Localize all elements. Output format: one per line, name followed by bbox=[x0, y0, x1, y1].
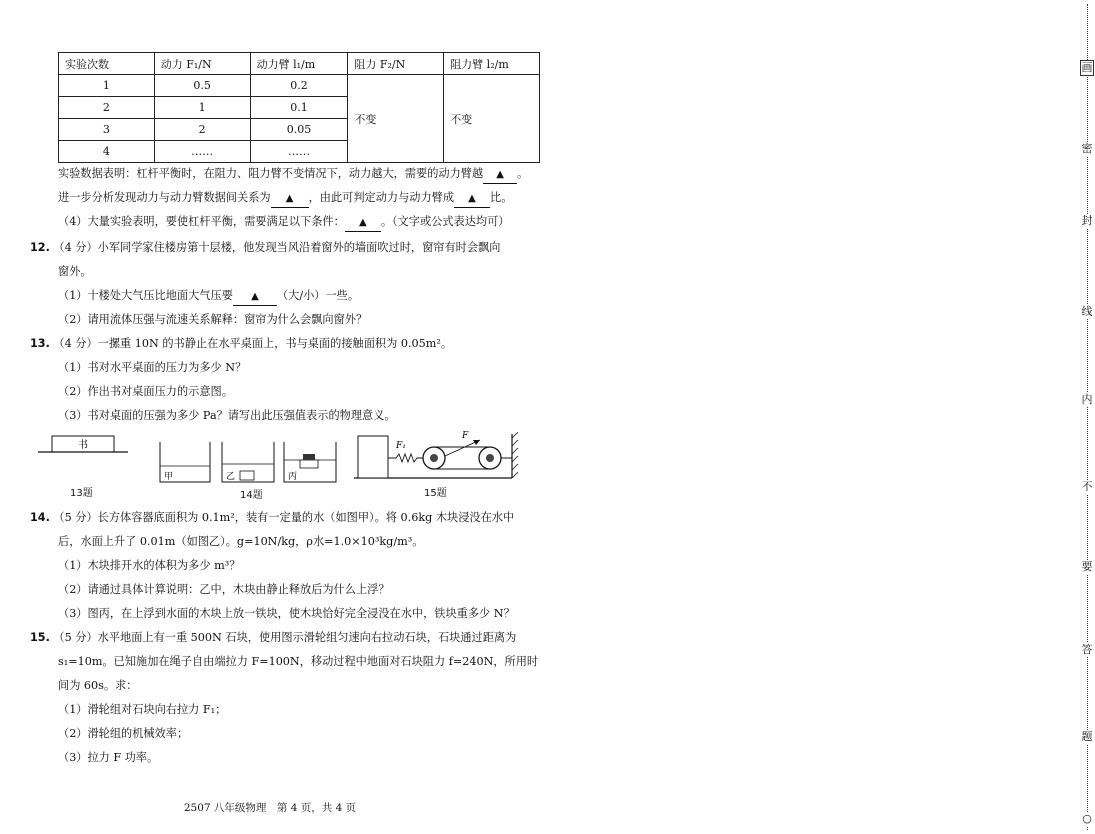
table-cell: 4 bbox=[59, 141, 155, 163]
table-cell: 0.2 bbox=[250, 75, 348, 97]
container-jia bbox=[160, 442, 210, 482]
fig13-book-on-table bbox=[36, 432, 132, 472]
table-header: 阻力臂 l₂/m bbox=[444, 53, 540, 75]
answer-blank[interactable]: ▲ bbox=[271, 191, 309, 208]
binding-dash-line bbox=[1087, 4, 1088, 830]
table-header: 实验次数 bbox=[59, 53, 155, 75]
table-cell: 1 bbox=[154, 97, 250, 119]
answer-blank[interactable]: ▲ bbox=[454, 191, 490, 208]
q14-part2: （2）请通过具体计算说明：乙中，木块由静止释放后为什么上浮？ bbox=[58, 583, 390, 596]
iron-block bbox=[303, 454, 315, 460]
binding-circle: ○ bbox=[1079, 812, 1095, 826]
binding-char-yao: 要 bbox=[1079, 560, 1095, 574]
q15-part3: （3）拉力 F 功率。 bbox=[58, 751, 159, 764]
book-label: 书 bbox=[78, 440, 88, 451]
q12-stem-cont: 窗外。 bbox=[58, 265, 92, 278]
q11-line2: 进一步分析发现动力与动力臂数据间关系为 ▲ ，由此可判定动力与动力臂成 ▲ 比。 bbox=[58, 190, 512, 208]
q14-stem: 14. （5 分）长方体容器底面积为 0.1m²，装有一定量的水（如图甲）。将 0.6kg 木块浸没在水中 bbox=[30, 511, 515, 524]
fig15-caption: 15题 bbox=[424, 488, 447, 499]
table-cell-l2: 不变 bbox=[444, 75, 540, 163]
binding-strip bbox=[538, 0, 1093, 834]
answer-blank[interactable]: ▲ bbox=[345, 215, 381, 232]
fig14-caption: 14题 bbox=[240, 490, 263, 501]
binding-char-xian: 线 bbox=[1079, 305, 1095, 319]
label-jia: 甲 bbox=[164, 472, 174, 482]
binding-char-da: 答 bbox=[1079, 643, 1095, 657]
table-cell: 0.1 bbox=[250, 97, 348, 119]
stone-block bbox=[358, 436, 388, 478]
q11-line1: 实验数据表明：杠杆平衡时，在阻力、阻力臂不变情况下，动力越大，需要的动力臂越 ▲ 。 bbox=[58, 166, 528, 184]
table-cell: 2 bbox=[154, 119, 250, 141]
label-bing: 丙 bbox=[288, 472, 298, 482]
rope-f1 bbox=[388, 454, 424, 462]
q14-part1: （1）木块排开水的体积为多少 m³？ bbox=[58, 559, 241, 572]
q15-part2: （2）滑轮组的机械效率； bbox=[58, 727, 189, 740]
table-header: 阻力 F₂/N bbox=[348, 53, 444, 75]
label-f1: F₁ bbox=[396, 441, 406, 451]
q11-line3: （4）大量实验表明，要使杠杆平衡，需要满足以下条件： ▲ 。（文字或公式表达均可） bbox=[58, 214, 509, 232]
q14-stem-cont: 后，水面上升了 0.01m（如图乙）。g=10N/kg，ρ水=1.0×10³kg/m³。 bbox=[58, 535, 424, 548]
answer-blank[interactable]: ▲ bbox=[233, 289, 277, 306]
binding-char-mi: 密 bbox=[1079, 142, 1095, 156]
table-cell: 0.05 bbox=[250, 119, 348, 141]
q13-part2: （2）作出书对桌面压力的示意图。 bbox=[58, 385, 233, 398]
question-number: 15. bbox=[30, 631, 50, 644]
question-number: 12. bbox=[30, 241, 50, 254]
table-cell: 0.5 bbox=[154, 75, 250, 97]
q12-part1: （1）十楼处大气压比地面大气压要 ▲ （大/小）一些。 bbox=[58, 288, 359, 306]
experiment-table bbox=[58, 52, 540, 163]
pulley-axle bbox=[486, 454, 494, 462]
fig13-caption: 13题 bbox=[70, 488, 93, 499]
q15-stem-cont: s₁=10m。已知施加在绳子自由端拉力 F=100N，移动过程中地面对石块阻力 f=240N，所用时 bbox=[58, 655, 539, 668]
binding-char-feng: 封 bbox=[1079, 214, 1095, 228]
question-number: 13. bbox=[30, 337, 50, 350]
page-footer: 2507 八年级物理 第 4 页，共 4 页 bbox=[183, 802, 357, 814]
binding-char-nei: 内 bbox=[1079, 393, 1095, 407]
fig15-pulley-system bbox=[352, 428, 520, 488]
table-cell: …… bbox=[250, 141, 348, 163]
binding-char-bu: 不 bbox=[1079, 480, 1095, 494]
container-yi bbox=[222, 442, 274, 482]
q14-part3: （3）图丙，在上浮到水面的木块上放一铁块，使木块恰好完全浸没在水中，铁块重多少 N？ bbox=[58, 607, 515, 620]
question-number: 14. bbox=[30, 511, 50, 524]
table-cell: 1 bbox=[59, 75, 155, 97]
q13-part3: （3）书对桌面的压强为多少 Pa？请写出此压强值表示的物理意义。 bbox=[58, 409, 396, 422]
table-header: 动力臂 l₁/m bbox=[250, 53, 348, 75]
table-row bbox=[59, 75, 540, 97]
q12-stem: 12. （4 分）小军同学家住楼房第十层楼，他发现当风沿着窗外的墙面吹过时，窗帘有时会飘向 bbox=[30, 241, 501, 254]
wood-block bbox=[300, 460, 318, 468]
table-cell: …… bbox=[154, 141, 250, 163]
binding-box-char: 画 bbox=[1081, 61, 1093, 74]
q15-stem-cont2: 间为 60s。求： bbox=[58, 679, 138, 692]
table-cell-f2: 不变 bbox=[348, 75, 444, 163]
table-cell: 3 bbox=[59, 119, 155, 141]
q15-stem: 15. （5 分）水平地面上有一重 500N 石块，使用图示滑轮组匀速向右拉动石块，石块通过距离为 bbox=[30, 631, 517, 644]
q15-part1: （1）滑轮组对石块向右拉力 F₁； bbox=[58, 703, 227, 716]
q12-part2: （2）请用流体压强与流速关系解释：窗帘为什么会飘向窗外？ bbox=[58, 313, 368, 326]
answer-blank[interactable]: ▲ bbox=[483, 167, 517, 184]
table-header-row bbox=[59, 53, 540, 75]
pulley-axle bbox=[430, 454, 438, 462]
wood-block bbox=[240, 471, 254, 480]
fig14-containers bbox=[156, 438, 342, 486]
table-header: 动力 F₁/N bbox=[154, 53, 250, 75]
q13-part1: （1）书对水平桌面的压力为多少 N？ bbox=[58, 361, 247, 374]
q13-stem: 13. （4 分）一摞重 10N 的书静止在水平桌面上，书与桌面的接触面积为 0.05m²。 bbox=[30, 337, 453, 350]
wall-hatch bbox=[512, 432, 518, 478]
table-cell: 2 bbox=[59, 97, 155, 119]
label-yi: 乙 bbox=[226, 472, 236, 482]
binding-char-ti: 题 bbox=[1079, 730, 1095, 744]
container-bing bbox=[284, 442, 336, 482]
label-f: F bbox=[462, 431, 469, 441]
